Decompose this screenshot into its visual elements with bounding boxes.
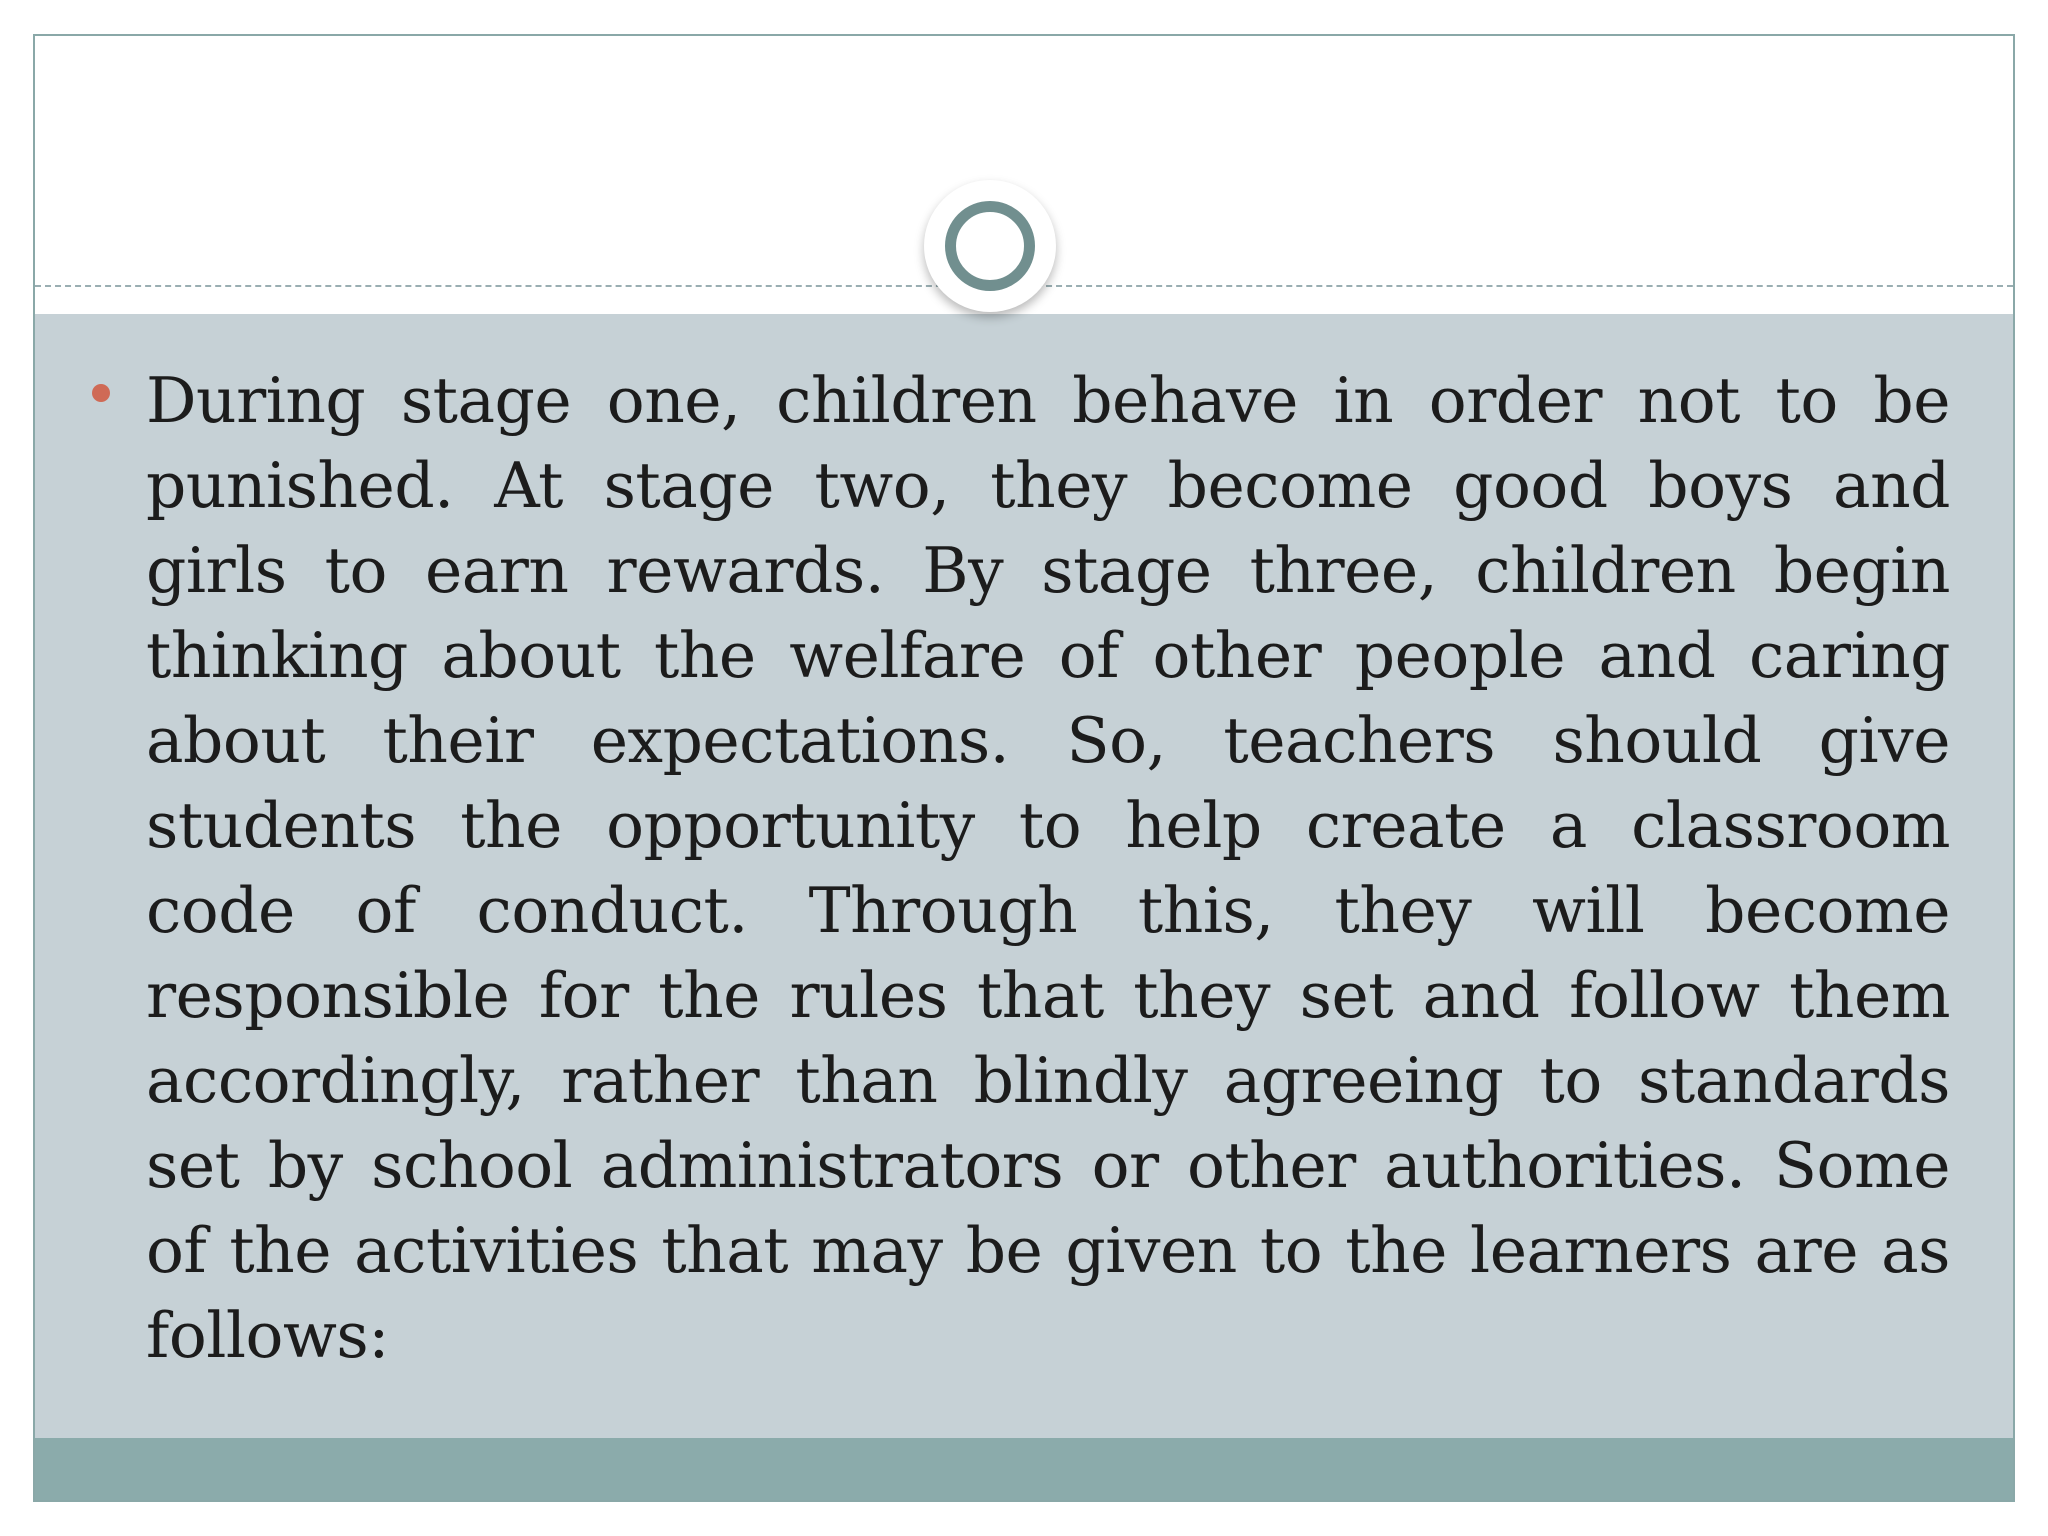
footer-band [35, 1438, 2013, 1502]
bullet-text: During stage one, children behave in order not to be punished. At stage two, they become good boys and girls to earn rewards. By stage three, children begin thinking about the welfare of other people and caring about their expectations. So, teachers should give students the opportunity to help create a classroom code of conduct. Through this, they will become responsible for the rules that they set and follow them accordingly, rather than blindly agreeing to standards set by school administrators or other authorities. Some of the activities that may be given to the learners are as follows: [146, 364, 1950, 1372]
ring-inner [945, 201, 1035, 291]
bullet-dot-icon [92, 384, 110, 402]
ring-ornament-icon [924, 180, 1056, 312]
